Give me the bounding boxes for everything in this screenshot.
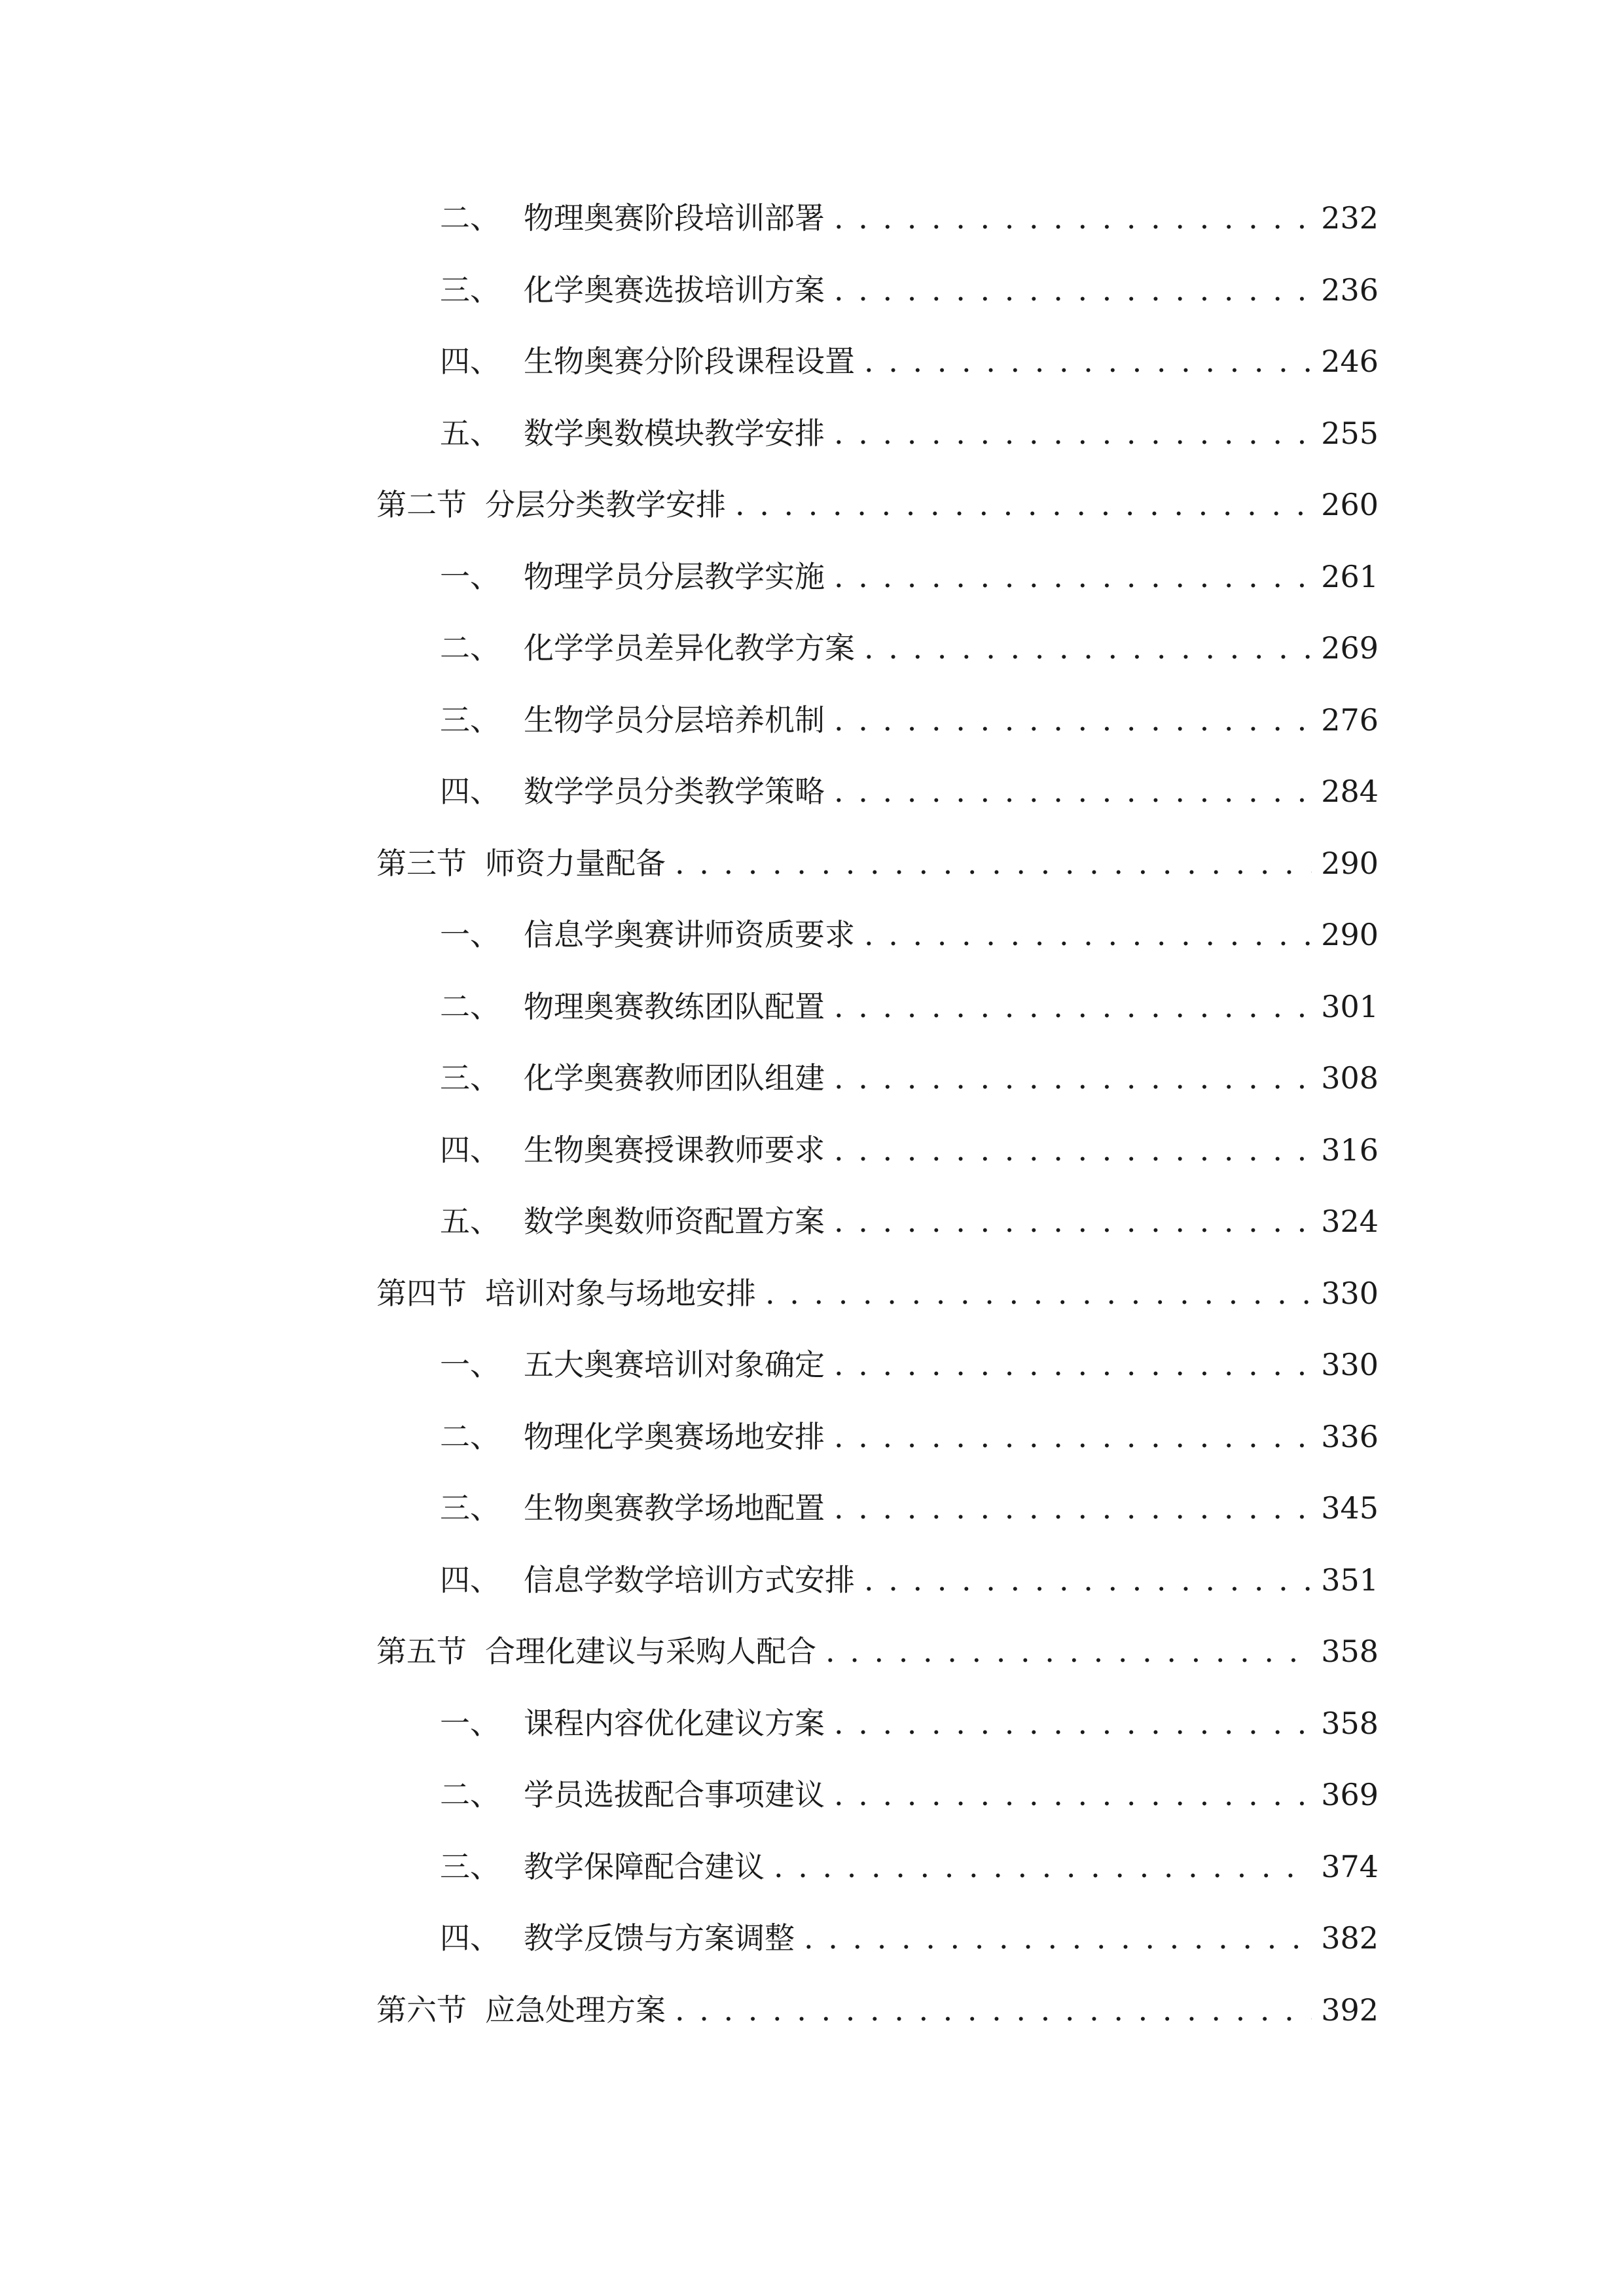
toc-entry-page: 345 (1321, 1490, 1379, 1526)
toc-entry-page: 290 (1321, 917, 1379, 952)
toc-entry-page: 284 (1321, 774, 1379, 809)
dot-leader (834, 1052, 1312, 1104)
toc-entry-number: 三、 (440, 272, 500, 308)
toc-entry[interactable] (0, 335, 1624, 387)
toc-entry[interactable] (0, 694, 1624, 746)
toc-entry-number: 三、 (440, 1849, 500, 1884)
toc-entry[interactable] (0, 622, 1624, 674)
toc-section-page: 330 (1321, 1276, 1379, 1311)
toc-section-title: 培训对象与场地安排 (485, 1276, 756, 1311)
toc-entry-page: 374 (1321, 1849, 1379, 1884)
toc-entry-number: 四、 (440, 1562, 500, 1598)
toc-entry-title: 物理学员分层教学实施 (524, 559, 825, 594)
toc-entry-number: 一、 (440, 1706, 500, 1741)
toc-entry-page: 336 (1321, 1419, 1379, 1454)
toc-entry-number: 四、 (440, 1132, 500, 1168)
toc-entry-title: 数学奥数师资配置方案 (524, 1204, 825, 1239)
toc-entry-title: 化学奥赛选拔培训方案 (524, 272, 825, 308)
toc-entry[interactable] (0, 1768, 1624, 1821)
toc-entry-page: 382 (1321, 1920, 1379, 1956)
toc-entry-number: 四、 (440, 774, 500, 809)
toc-entry-title: 课程内容优化建议方案 (524, 1706, 825, 1741)
toc-entry-title: 物理奥赛阶段培训部署 (524, 200, 825, 236)
toc-section[interactable] (0, 837, 1624, 889)
toc-entry-title: 学员选拔配合事项建议 (524, 1777, 825, 1812)
toc-section-title: 合理化建议与采购人配合 (485, 1634, 816, 1669)
toc-entry[interactable] (0, 1840, 1624, 1893)
toc-section-number: 第四节 (376, 1276, 467, 1311)
toc-entry-page: 358 (1321, 1706, 1379, 1741)
dot-leader (834, 407, 1312, 459)
toc-section-number: 第三节 (376, 846, 467, 881)
toc-section[interactable] (0, 478, 1624, 531)
toc-entry-number: 四、 (440, 1920, 500, 1956)
toc-entry[interactable] (0, 1338, 1624, 1391)
toc-entry-number: 三、 (440, 702, 500, 738)
dot-leader (834, 694, 1312, 746)
dot-leader (834, 550, 1312, 603)
toc-entry-title: 物理奥赛教练团队配置 (524, 989, 825, 1024)
toc-entry[interactable] (0, 1912, 1624, 1964)
dot-leader (834, 765, 1312, 817)
dot-leader (834, 1124, 1312, 1176)
toc-entry-page: 276 (1321, 702, 1379, 738)
toc-entry-title: 教学反馈与方案调整 (524, 1920, 795, 1956)
toc-entry[interactable] (0, 1195, 1624, 1247)
toc-entry-number: 四、 (440, 344, 500, 379)
dot-leader (834, 1482, 1312, 1534)
toc-entry-number: 二、 (440, 1419, 500, 1454)
dot-leader (774, 1840, 1312, 1893)
toc-entry-page: 316 (1321, 1132, 1379, 1168)
toc-entry-page: 269 (1321, 630, 1379, 666)
dot-leader (735, 478, 1312, 531)
toc-entry[interactable] (0, 264, 1624, 316)
dot-leader (834, 980, 1312, 1033)
dot-leader (834, 1768, 1312, 1821)
toc-entry-title: 物理化学奥赛场地安排 (524, 1419, 825, 1454)
toc-section-number: 第二节 (376, 487, 467, 522)
toc-entry-number: 二、 (440, 630, 500, 666)
toc-section[interactable] (0, 1984, 1624, 2036)
toc-entry-page: 301 (1321, 989, 1379, 1024)
toc-entry-number: 二、 (440, 200, 500, 236)
toc-section-page: 358 (1321, 1634, 1379, 1669)
toc-entry-number: 一、 (440, 1347, 500, 1382)
toc-entry-page: 308 (1321, 1060, 1379, 1096)
toc-section-title: 分层分类教学安排 (485, 487, 726, 522)
toc-entry-title: 信息学奥赛讲师资质要求 (524, 917, 855, 952)
toc-entry-title: 数学学员分类教学策略 (524, 774, 825, 809)
dot-leader (834, 264, 1312, 316)
toc-section[interactable] (0, 1267, 1624, 1319)
dot-leader (675, 1984, 1312, 2036)
toc-entry-title: 生物奥赛教学场地配置 (524, 1490, 825, 1526)
toc-section-page: 392 (1321, 1992, 1379, 2028)
dot-leader (864, 622, 1312, 674)
toc-section[interactable] (0, 1625, 1624, 1677)
dot-leader (834, 1410, 1312, 1463)
toc-entry[interactable] (0, 1482, 1624, 1534)
toc-entry[interactable] (0, 1052, 1624, 1104)
toc-entry-title: 数学奥数模块教学安排 (524, 416, 825, 451)
dot-leader (825, 1625, 1312, 1677)
dot-leader (834, 1195, 1312, 1247)
dot-leader (675, 837, 1312, 889)
toc-entry[interactable] (0, 1554, 1624, 1606)
toc-entry-page: 232 (1321, 200, 1379, 236)
toc-entry[interactable] (0, 550, 1624, 603)
dot-leader (834, 1697, 1312, 1749)
toc-entry-page: 369 (1321, 1777, 1379, 1812)
toc-entry-number: 一、 (440, 559, 500, 594)
toc-entry-title: 教学保障配合建议 (524, 1849, 765, 1884)
toc-entry-page: 255 (1321, 416, 1379, 451)
toc-entry[interactable] (0, 980, 1624, 1033)
toc-section-page: 290 (1321, 846, 1379, 881)
toc-entry-title: 化学学员差异化教学方案 (524, 630, 855, 666)
toc-entry-title: 五大奥赛培训对象确定 (524, 1347, 825, 1382)
dot-leader (864, 335, 1312, 387)
toc-entry-page: 246 (1321, 344, 1379, 379)
toc-entry-page: 236 (1321, 272, 1379, 308)
toc-entry-number: 二、 (440, 989, 500, 1024)
toc-entry-number: 三、 (440, 1490, 500, 1526)
toc-entry-title: 化学奥赛教师团队组建 (524, 1060, 825, 1096)
toc-entry-title: 生物奥赛授课教师要求 (524, 1132, 825, 1168)
toc-entry[interactable] (0, 1410, 1624, 1463)
toc-section-page: 260 (1321, 487, 1379, 522)
dot-leader (864, 1554, 1312, 1606)
toc-entry-title: 生物奥赛分阶段课程设置 (524, 344, 855, 379)
dot-leader (864, 908, 1312, 961)
toc-entry[interactable] (0, 1124, 1624, 1176)
toc-entry-page: 324 (1321, 1204, 1379, 1239)
toc-section-title: 应急处理方案 (485, 1992, 666, 2028)
toc-entry-title: 信息学数学培训方式安排 (524, 1562, 855, 1598)
toc-entry-title: 生物学员分层培养机制 (524, 702, 825, 738)
toc-entry[interactable] (0, 908, 1624, 961)
toc-entry[interactable] (0, 765, 1624, 817)
toc-section-number: 第六节 (376, 1992, 467, 2028)
toc-entry-number: 二、 (440, 1777, 500, 1812)
toc-entry[interactable] (0, 192, 1624, 244)
toc-entry-number: 五、 (440, 1204, 500, 1239)
toc-entry-page: 351 (1321, 1562, 1379, 1598)
toc-entry[interactable] (0, 1697, 1624, 1749)
dot-leader (804, 1912, 1312, 1964)
toc-section-number: 第五节 (376, 1634, 467, 1669)
toc-entry-number: 一、 (440, 917, 500, 952)
toc-entry-page: 261 (1321, 559, 1379, 594)
toc-section-title: 师资力量配备 (485, 846, 666, 881)
dot-leader (765, 1267, 1312, 1319)
toc-entry-number: 三、 (440, 1060, 500, 1096)
toc-entry-number: 五、 (440, 416, 500, 451)
dot-leader (834, 192, 1312, 244)
dot-leader (834, 1338, 1312, 1391)
toc-entry[interactable] (0, 407, 1624, 459)
toc-entry-page: 330 (1321, 1347, 1379, 1382)
